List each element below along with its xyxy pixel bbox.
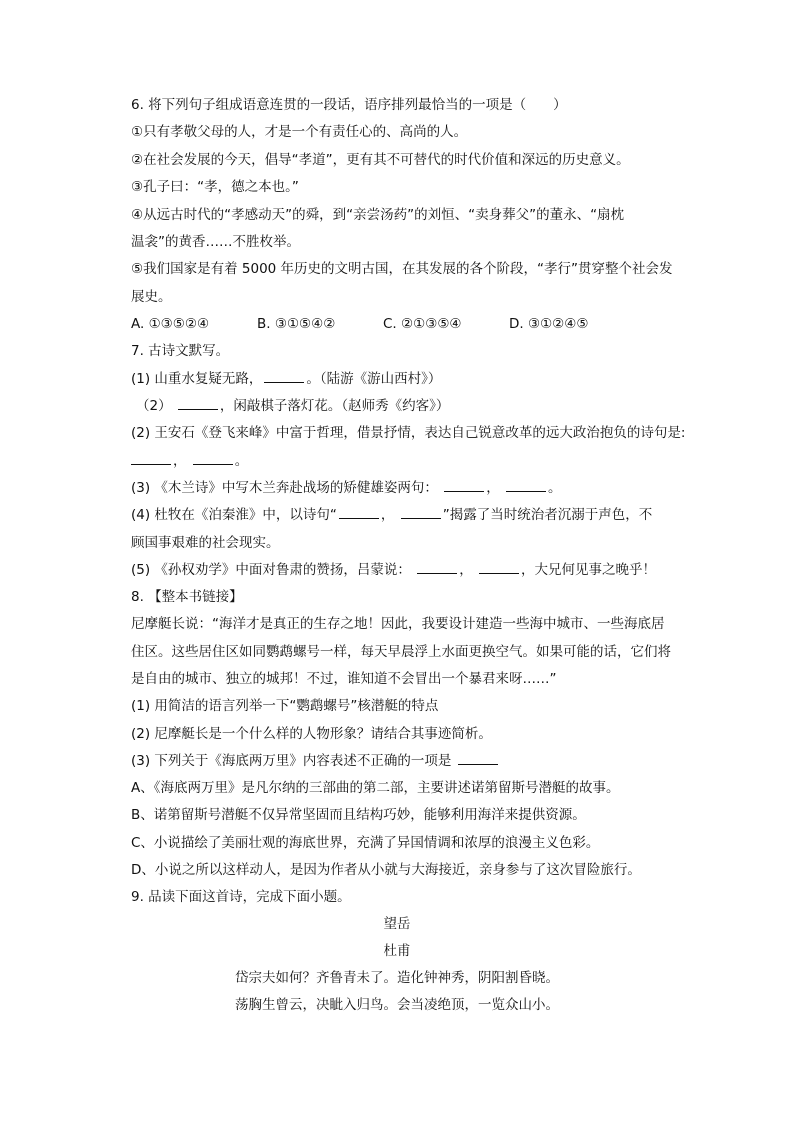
poem-line-2: 荡胸生曾云，决眦入归鸟。会当凌绝顶，一览众山小。 — [235, 997, 559, 1013]
q7-item-1 — [131, 370, 441, 388]
terminator: 。 — [548, 480, 562, 496]
q6-sentence-5-line1: ⑤我们国家是有着 5000 年历史的文明古国，在其发展的各个阶段，“孝行”贯穿整个社会发 — [131, 261, 673, 277]
q9-stem: 9. 品读下面这首诗，完成下面小题。 — [131, 889, 351, 905]
q7-item-3-answers — [131, 452, 248, 470]
q8-option-b[interactable]: B、诺第留斯号潜艇不仅异常坚固而且结构巧妙，能够利用海洋来提供资源。 — [131, 807, 586, 823]
q7-item-5-text: (4) 杜牧在《泊秦淮》中，以诗句“ — [131, 507, 337, 523]
q6-option-c[interactable]: C. ②①③⑤④ — [383, 316, 462, 332]
poem-title: 望岳 — [383, 916, 411, 932]
answer-blank[interactable] — [178, 397, 218, 410]
q7-item-2-number: （2） — [136, 398, 172, 414]
q6-option-a[interactable]: A. ①③⑤②④ — [131, 316, 210, 332]
q7-item-2 — [136, 397, 449, 415]
q7-item-1-source: 。（陆游《游山西村》） — [306, 371, 442, 387]
q7-item-1-text: (1) 山重水复疑无路， — [131, 371, 263, 387]
q8-sub-question-2: (2) 尼摩艇长是一个什么样的人物形象？请结合其事迹简析。 — [131, 726, 492, 742]
q8-sub-question-3-text: (3) 下列关于《海底两万里》内容表述不正确的一项是 — [131, 753, 452, 769]
q6-stem: 6. 将下列句子组成语意连贯的一段话，语序排列最恰当的一项是（ ） — [131, 97, 567, 113]
answer-blank[interactable] — [417, 561, 457, 574]
answer-blank[interactable] — [479, 561, 519, 574]
separator: ， — [173, 453, 187, 469]
q8-passage-line3: 是自由的城市、独立的城邦！不过，谁知道不会冒出一个暴君来呀……” — [131, 671, 557, 687]
q7-item-5 — [131, 506, 652, 524]
q8-stem: 8. 【整本书链接】 — [131, 589, 243, 605]
q6-option-d[interactable]: D. ③①②④⑤ — [509, 316, 589, 332]
q7-item-4 — [131, 479, 562, 497]
answer-blank[interactable] — [131, 452, 171, 465]
q8-option-c[interactable]: C、小说描绘了美丽壮观的海底世界，充满了异国情调和浓厚的浪漫主义色彩。 — [131, 835, 600, 851]
answer-blank[interactable] — [401, 506, 441, 519]
q6-sentence-3: ③孔子曰：“孝，德之本也。” — [131, 179, 299, 195]
q7-item-6-text: (5) 《孙权劝学》中面对鲁肃的赞扬，吕蒙说： — [131, 562, 411, 578]
poem-author: 杜甫 — [383, 943, 411, 959]
q8-option-d[interactable]: D、小说之所以这样动人，是因为作者从小就与大海接近，亲身参与了这次冒险旅行。 — [131, 862, 641, 878]
q6-options — [131, 315, 589, 333]
q7-item-6 — [131, 561, 656, 579]
q7-item-5-line2: 顾国事艰难的社会现实。 — [131, 535, 280, 551]
terminator: 。 — [234, 453, 249, 469]
q6-sentence-4-line1: ④从远古时代的“孝感动天”的舜，到“亲尝汤药”的刘恒、“卖身葬父”的董永、“扇枕 — [131, 207, 625, 223]
q7-item-4-text: (3) 《木兰诗》中写木兰奔赴战场的矫健雄姿两句： — [131, 480, 438, 496]
answer-blank[interactable] — [339, 506, 379, 519]
answer-blank[interactable] — [444, 479, 484, 492]
q8-option-a[interactable]: A、《海底两万里》是凡尔纳的三部曲的第二部，主要讲述诺第留斯号潜艇的故事。 — [131, 780, 620, 796]
q6-option-b[interactable]: B. ③①⑤④② — [257, 316, 336, 332]
answer-blank[interactable] — [506, 479, 546, 492]
q8-passage-line2: 住区。这些居住区如同鹦鹉螺号一样，每天早晨浮上水面更换空气。如果可能的话，它们将 — [131, 644, 671, 660]
q6-sentence-2: ②在社会发展的今天，倡导“孝道”，更有其不可替代的时代价值和深远的历史意义。 — [131, 152, 630, 168]
q6-sentence-5-line2: 展史。 — [131, 289, 172, 305]
separator: ， — [486, 480, 500, 496]
answer-blank[interactable] — [264, 370, 304, 383]
q8-sub-question-1: (1) 用简洁的语言列举一下“鹦鹉螺号”核潜艇的特点 — [131, 698, 439, 714]
q7-item-5-text-end: ”揭露了当时统治者沉溺于声色，不 — [442, 507, 653, 523]
q6-sentence-4-line2: 温衾”的黄香……不胜枚举。 — [131, 234, 300, 250]
q8-sub-question-3 — [131, 752, 500, 770]
separator: ， — [459, 562, 473, 578]
q8-passage-line1: 尼摩艇长说：“海洋才是真正的生存之地！因此，我要设计建造一些海中城市、一些海底居 — [131, 616, 665, 632]
poem-line-1: 岱宗夫如何？齐鲁青未了。造化钟神秀，阴阳割昏晓。 — [235, 970, 559, 986]
answer-blank[interactable] — [193, 452, 233, 465]
q7-item-2-text: ，闲敲棋子落灯花。（赵师秀《约客》） — [219, 398, 450, 414]
q6-sentence-1: ①只有孝敬父母的人，才是一个有责任心的、高尚的人。 — [131, 124, 468, 140]
separator: ， — [380, 507, 395, 523]
q7-item-3: (2) 王安石《登飞来峰》中富于哲理，借景抒情，表达自己锐意改革的远大政治抱负的诗句是: — [131, 425, 686, 441]
answer-blank[interactable] — [458, 752, 498, 765]
q7-stem: 7. 古诗文默写。 — [131, 343, 230, 359]
q7-item-6-text-end: ，大兄何见事之晚乎！ — [521, 562, 657, 578]
